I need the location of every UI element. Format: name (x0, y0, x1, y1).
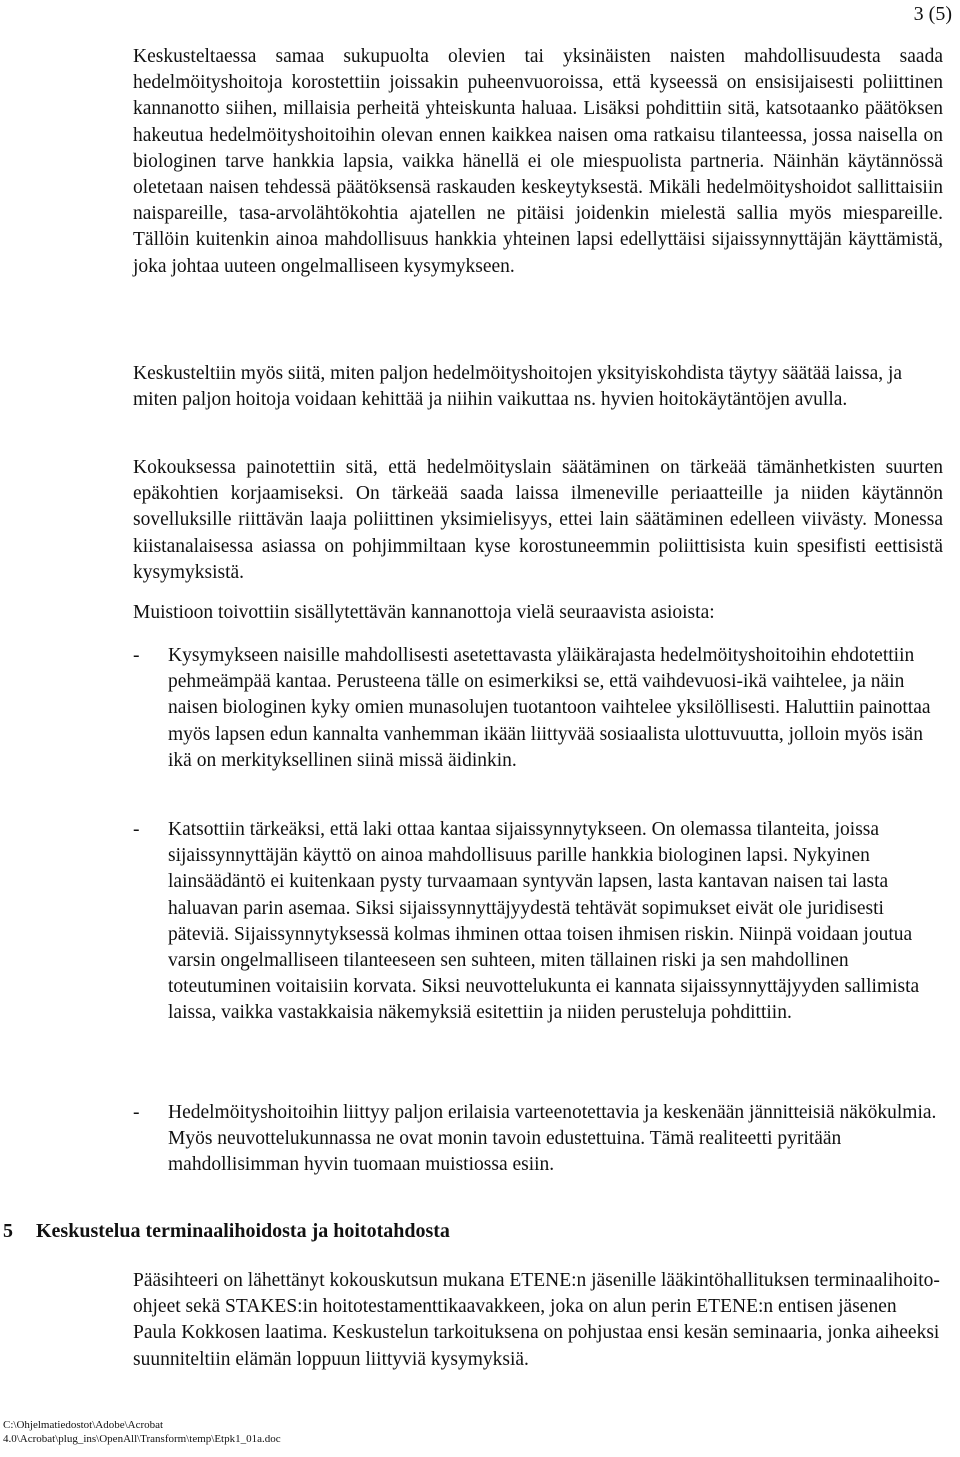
bullet-dash: - (133, 819, 140, 840)
footer-line-2: 4.0\Acrobat\plug_ins\OpenAll\Transform\temp\Etpk1_01a.doc (3, 1433, 281, 1445)
section-title: Keskustelua terminaalihoidosta ja hoitotahdosta (36, 1220, 450, 1242)
bullet-text: Kysymykseen naisille mahdollisesti asetettavasta yläikärajasta hedelmöityshoitoihin ehdotettiin pehmeämpää kantaa. Perusteena tälle on esimerkiksi se, että vaihdevuosi-ikä vaihtelee, ja näin naisen biologinen kyky omien munasolujen tuotantoon vaihtelee yksilöllisesti. Haluttiin painottaa myös lapsen edun kannalta vanhemman ikään liittyvää sosiaalista ulottuvuutta, jolloin myös isän ikä on merkityksellinen siinä missä äidinkin. (168, 645, 931, 771)
section-paragraph: Pääsihteeri on lähettänyt kokouskutsun mukana ETENE:n jäsenille lääkintöhallituksen terminaalihoito-ohjeet sekä STAKES:in hoitotestamenttikaavakkeen, joka on alun perin ETENE:n entisen jäsenen Paula Kokkosen laatima. Keskustelun tarkoituksena on pohjustaa ensi kesän seminaaria, jonka aiheeksi suunniteltiin elämän loppuun liittyviä kysymyksiä. (133, 1270, 940, 1370)
footer-file-path (3, 1418, 281, 1446)
paragraph-2: Keskusteltiin myös siitä, miten paljon hedelmöityshoitojen yksityiskohdista täytyy säätää laissa, ja miten paljon hoitoja voidaan kehittää ja niihin vaikuttaa ns. hyvien hoitokäytäntöjen avulla. (133, 363, 903, 411)
paragraph-4: Muistioon toivottiin sisällytettävän kannanottoja vielä seuraavista asioista: (133, 602, 715, 623)
bullet-item-2 (133, 817, 943, 1027)
section-heading (3, 1218, 450, 1244)
bullet-text: Katsottiin tärkeäksi, että laki ottaa kantaa sijaissynnytykseen. On olemassa tilanteita, joissa sijaissynnyttäjän käyttö on ainoa mahdollisuus parille hankkia biologinen lapsi. Nykyinen lainsäädäntö ei kuitenkaan pysty turvaamaan syntyvän lapsen, lasta kantavan naisen tai lasta haluavan parin asemaa. Siksi sijaissynnyttäjyydestä tehtävät sopimukset eivät ole juridisesti päteviä. Sijaissynnytyksessä kolmas ihminen ottaa toisen ihmisen riskin. Niinpä voidaan joutua varsin ongelmalliseen tilanteeseen sen suhteen, miten tällainen riski ja sen mahdollinen toteutuminen voitaisiin korvata. Siksi neuvottelukunta ei kannata sijaissynnyttäjyyden sallimista laissa, vaikka vastakkaisia näkemyksiä esitettiin ja niiden perusteluja pohdittiin. (168, 819, 920, 1024)
bullet-dash: - (133, 645, 140, 666)
bullet-text: Hedelmöityshoitoihin liittyy paljon erilaisia varteenotettavia ja keskenään jännitteisiä näkökulmia. Myös neuvottelukunnassa ne ovat monin tavoin edustettuina. Tämä realiteetti pyritään mahdollisimman hyvin tuomaan muistiossa esiin. (168, 1102, 937, 1176)
footer-line-1: C:\Ohjelmatiedostot\Adobe\Acrobat (3, 1419, 164, 1431)
paragraph-1: Keskusteltaessa samaa sukupuolta olevien tai yksinäisten naisten mahdollisuudesta saada hedelmöityshoitoja korostettiin joissakin puheenvuoroissa, että kyseessä on ensisijaisesti poliittinen kannanotto siihen, millaisia perheitä yhteiskunta haluaa. Lisäksi pohdittiin sitä, katsotaanko päätöksen hakeutua hedelmöityshoitoihin olevan ennen kaikkea naisen oma ratkaisu tilanteessa, jossa naisella on biologinen tarve hankkia lapsia, vaikka hänellä ei ole miespuolista partneria. Näinhän käytännössä oletetaan naisen tehdessä päätöksensä raskauden keskeytyksestä. Mikäli hedelmöityshoidot sallittaisiin naispareille, tasa-arvolähtökohtia ajatellen ne pitäisi joidenkin mielestä sallia myös miespareille. Tällöin kuitenkin ainoa mahdollisuus hankkia yhteinen lapsi edellyttäisi sijaissynnyttäjän käyttämistä, joka johtaa uuteen ongelmalliseen kysymykseen. (133, 46, 943, 277)
paragraph-3: Kokouksessa painotettiin sitä, että hedelmöityslain säätäminen on tärkeää tämänhetkisten suurten epäkohtien korjaamiseksi. On tärkeää saada laissa ilmeneville periaatteille ja niiden käytännön sovelluksille riittävän laaja poliittinen yksimielisyys, ettei lain säätäminen edelleen viivästy. Monessa kiistanalaisessa asiassa on pohjimmiltaan kyse korostuneemmin poliittisista kuin spesifisti eettisistä kysymyksistä. (133, 457, 943, 583)
bullet-dash: - (133, 1102, 140, 1123)
bullet-item-1 (133, 643, 943, 774)
page-number: 3 (5) (913, 3, 952, 25)
bullet-item-3 (133, 1100, 943, 1179)
section-number: 5 (3, 1220, 13, 1242)
